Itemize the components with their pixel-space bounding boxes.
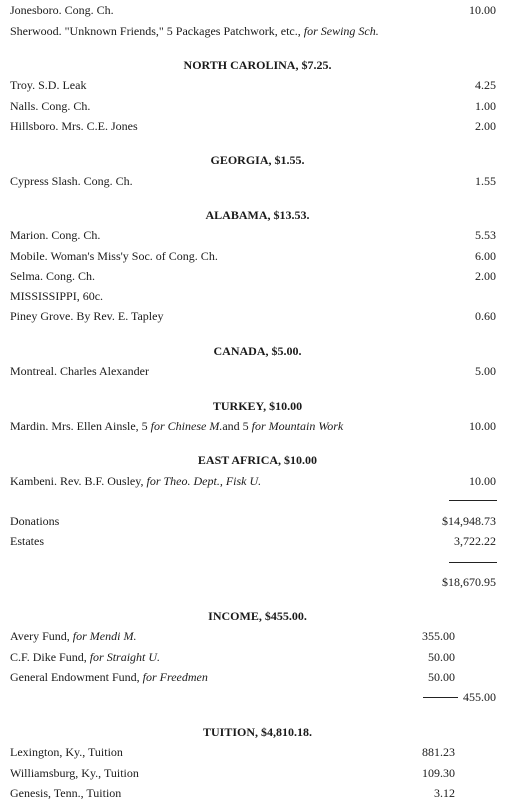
entry-amount: 355.00 [422, 629, 455, 643]
entry-label: Hillsboro. Mrs. C.E. Jones [10, 119, 138, 133]
entry-amount: 109.30 [422, 766, 455, 780]
entry-label: Jonesboro. Cong. Ch. [10, 3, 114, 17]
entry-label: Nalls. Cong. Ch. [10, 99, 91, 113]
total-amount: 3,722.22 [454, 534, 496, 548]
entry-amount: 1.00 [475, 99, 496, 113]
entry-label: C.F. Dike Fund, for Straight U. [10, 650, 161, 664]
entry-amount: 4.25 [475, 78, 496, 92]
total-amount: $14,948.73 [442, 514, 496, 528]
entry-label: Lexington, Ky., Tuition [10, 745, 123, 759]
entry-amount: 881.23 [422, 745, 455, 759]
entry-label: General Endowment Fund, for Freedmen [10, 670, 208, 684]
entry-amount: 5.00 [475, 364, 496, 378]
entry-amount: 10.00 [469, 474, 496, 488]
total-label: Donations [10, 514, 60, 528]
entry-label: Piney Grove. By Rev. E. Tapley [10, 309, 164, 323]
section-heading: EAST AFRICA, $10.00 [197, 453, 318, 467]
entry-label: MISSISSIPPI, 60c. [10, 289, 104, 303]
entry-label: Avery Fund, for Mendi M. [10, 629, 137, 643]
grand-total: $18,670.95 [442, 575, 496, 589]
sum-rule [449, 500, 497, 501]
total-label: Estates [10, 534, 44, 548]
section-heading: INCOME, $455.00. [208, 609, 307, 623]
entry-label: Marion. Cong. Ch. [10, 228, 101, 242]
section-heading: GEORGIA, $1.55. [210, 153, 305, 167]
section-heading: TUITION, $4,810.18. [202, 725, 312, 739]
section-heading: TURKEY, $10.00 [212, 399, 303, 413]
entry-amount: 3.12 [434, 786, 455, 800]
entry-label: Kambeni. Rev. B.F. Ousley, for Theo. Dept., Fisk U. [10, 474, 262, 488]
entry-label: Selma. Cong. Ch. [10, 269, 96, 283]
entry-amount: 2.00 [475, 269, 496, 283]
entry-label: Mobile. Woman's Miss'y Soc. of Cong. Ch. [10, 249, 218, 263]
sum-rule [449, 562, 497, 563]
entry-amount: 1.55 [475, 174, 496, 188]
section-heading: NORTH CAROLINA, $7.25. [183, 58, 332, 72]
entry-label: Williamsburg, Ky., Tuition [10, 766, 139, 780]
entry-label: Genesis, Tenn., Tuition [10, 786, 122, 800]
entry-label: Montreal. Charles Alexander [10, 364, 149, 378]
entry-amount: 50.00 [428, 650, 455, 664]
entry-amount: 6.00 [475, 249, 496, 263]
sum-rule [423, 697, 458, 698]
entry-amount: 10.00 [469, 419, 496, 433]
section-total: 455.00 [463, 690, 496, 704]
entry-amount: 0.60 [475, 309, 496, 323]
section-heading: ALABAMA, $13.53. [205, 208, 310, 222]
entry-label: Mardin. Mrs. Ellen Ainsle, 5 for Chinese M.and 5 for Mountain Work [10, 419, 344, 433]
entry-amount: 2.00 [475, 119, 496, 133]
entry-label: Cypress Slash. Cong. Ch. [10, 174, 133, 188]
section-heading: CANADA, $5.00. [213, 344, 302, 358]
entry-label: Troy. S.D. Leak [10, 78, 87, 92]
entry-amount: 5.53 [475, 228, 496, 242]
entry-label: Sherwood. "Unknown Friends," 5 Packages Patchwork, etc., for Sewing Sch. [10, 24, 379, 38]
entry-amount: 50.00 [428, 670, 455, 684]
entry-amount: 10.00 [469, 3, 496, 17]
